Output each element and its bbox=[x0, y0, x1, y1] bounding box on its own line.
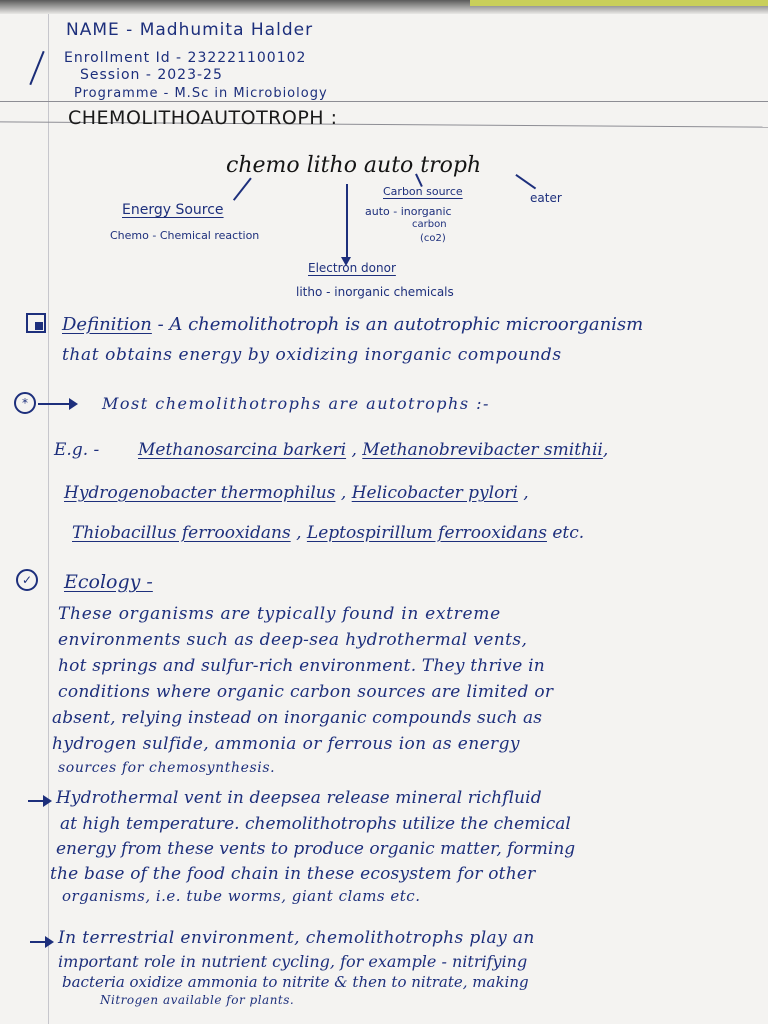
star-bullet-icon: * bbox=[14, 392, 36, 414]
note-arrow-icon bbox=[38, 403, 76, 405]
ecology-line: hot springs and sulfur-rich environment. They thrive in bbox=[58, 656, 545, 676]
ecology-line: These organisms are typically found in extreme bbox=[58, 604, 501, 624]
example-separator: , bbox=[351, 440, 357, 460]
carbon-detail-line3: (co2) bbox=[420, 233, 446, 244]
check-bullet-icon: ✓ bbox=[16, 569, 38, 591]
diagram-center-term: chemo litho auto troph bbox=[226, 153, 482, 178]
example-organism: Helicobacter pylori bbox=[351, 483, 518, 503]
definition-line1: - A chemolithotroph is an autotrophic microorganism bbox=[151, 314, 644, 335]
point1-line: energy from these vents to produce organic matter, forming bbox=[56, 839, 576, 859]
examples-prefix: E.g. - bbox=[54, 440, 100, 460]
example-separator: , bbox=[523, 483, 529, 503]
point2-line: In terrestrial environment, chemolithotrophs play an bbox=[58, 928, 535, 948]
programme: Programme - M.Sc in Microbiology bbox=[74, 86, 328, 101]
point1-arrow-icon bbox=[28, 800, 50, 802]
point2-line: bacteria oxidize ammonia to nitrite & then to nitrate, making bbox=[62, 973, 529, 991]
definition-label: Definition bbox=[62, 314, 152, 335]
definition-line2: that obtains energy by oxidizing inorganic compounds bbox=[62, 345, 562, 365]
electron-donor-detail: litho - inorganic chemicals bbox=[296, 285, 454, 299]
autotroph-note: Most chemolithotrophs are autotrophs :- bbox=[102, 394, 490, 413]
eater-label: eater bbox=[530, 191, 562, 205]
point2-line: important role in nutrient cycling, for example - nitrifying bbox=[58, 952, 528, 971]
session: Session - 2023-25 bbox=[80, 67, 223, 83]
page-title: CHEMOLITHOAUTOTROPH : bbox=[68, 107, 338, 129]
example-separator: , bbox=[340, 483, 347, 503]
point1-line: at high temperature. chemolithotrophs utilize the chemical bbox=[60, 814, 571, 834]
enrollment-id: Enrollment Id - 232221100102 bbox=[64, 50, 307, 66]
ecology-line: absent, relying instead on inorganic compounds such as bbox=[52, 708, 543, 728]
page-top-shadow bbox=[0, 0, 768, 14]
point2-arrow-icon bbox=[30, 941, 52, 943]
electron-donor-label: Electron donor bbox=[308, 261, 396, 275]
example-separator: , bbox=[296, 523, 302, 543]
arrow-to-electron bbox=[346, 184, 348, 260]
point2-line: Nitrogen available for plants. bbox=[100, 993, 295, 1007]
point1-line: the base of the food chain in these ecosystem for other bbox=[50, 864, 536, 884]
student-name: NAME - Madhumita Halder bbox=[66, 20, 314, 40]
example-organism: Leptospirillum ferrooxidans bbox=[306, 523, 547, 543]
checkbox-bullet-icon bbox=[26, 313, 46, 333]
yellow-tape bbox=[470, 0, 768, 6]
carbon-source-label: Carbon source bbox=[383, 185, 463, 198]
margin-line bbox=[48, 14, 49, 1024]
energy-source-label: Energy Source bbox=[122, 202, 224, 218]
ecology-heading: Ecology - bbox=[64, 571, 153, 593]
margin-slash-mark bbox=[29, 51, 44, 85]
carbon-detail-line1: auto - inorganic bbox=[365, 205, 452, 218]
example-organism: Methanobrevibacter smithii bbox=[362, 440, 603, 460]
ecology-line: hydrogen sulfide, ammonia or ferrous ion as energy bbox=[52, 734, 520, 754]
carbon-detail-line2: carbon bbox=[412, 219, 447, 230]
example-organism: Methanosarcina barkeri bbox=[138, 440, 347, 460]
header-rule bbox=[0, 101, 768, 102]
ecology-line: sources for chemosynthesis. bbox=[58, 760, 276, 776]
point1-line: Hydrothermal vent in deepsea release mineral richfluid bbox=[56, 788, 542, 808]
ecology-line: environments such as deep-sea hydrothermal vents, bbox=[58, 630, 528, 650]
example-separator: , bbox=[602, 440, 609, 460]
point1-line: organisms, i.e. tube worms, giant clams etc. bbox=[62, 887, 421, 905]
arrow-to-energy bbox=[233, 178, 251, 201]
arrow-to-eater bbox=[515, 174, 536, 189]
energy-source-detail: Chemo - Chemical reaction bbox=[110, 229, 260, 242]
example-separator: etc. bbox=[552, 523, 585, 543]
example-organism: Thiobacillus ferrooxidans bbox=[72, 523, 291, 543]
example-organism: Hydrogenobacter thermophilus bbox=[64, 483, 336, 503]
ecology-line: conditions where organic carbon sources are limited or bbox=[58, 682, 554, 702]
